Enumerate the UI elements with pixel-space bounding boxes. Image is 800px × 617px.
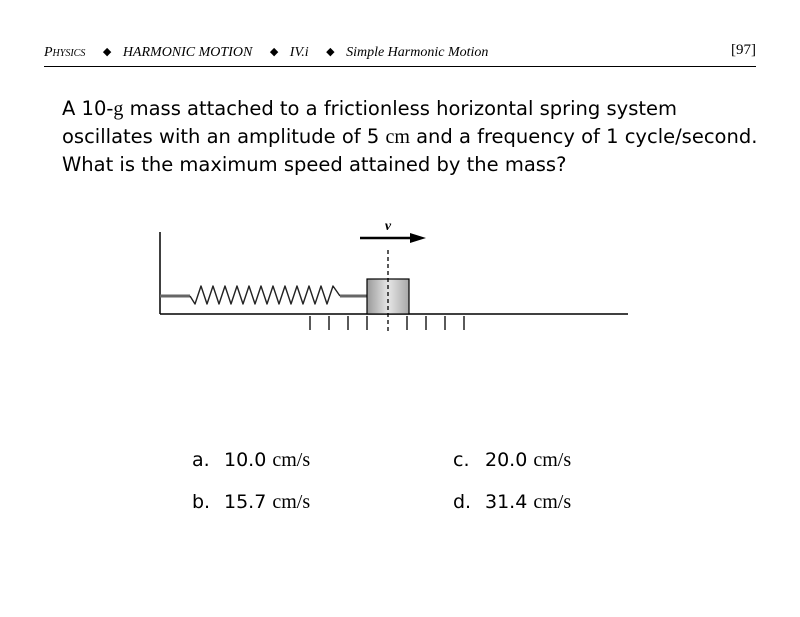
question-part-1: A 10- <box>62 97 114 120</box>
answer-unit: cm/s <box>272 449 311 471</box>
question-part-3: and a frequency of 1 cycle/second. What is the maximum speed attained by the mass? <box>62 125 758 176</box>
answer-letter: d. <box>453 491 472 513</box>
section-label: IV.i <box>289 45 309 60</box>
answer-letter: c. <box>453 449 470 471</box>
bullet-icon: ◆ <box>326 46 335 58</box>
answer-letter: b. <box>192 491 211 513</box>
header-divider <box>44 66 756 67</box>
breadcrumb <box>44 45 488 61</box>
unit-mass: g <box>113 98 124 120</box>
unit-length: cm <box>385 126 410 148</box>
answer-value: 31.4 <box>485 491 528 513</box>
topic-label: HARMONIC MOTION <box>122 45 253 60</box>
velocity-label: v <box>384 219 392 234</box>
page-number: [97] <box>731 42 756 58</box>
answer-unit: cm/s <box>533 449 572 471</box>
subject-label: Physics <box>44 45 86 60</box>
answer-value: 15.7 <box>224 491 267 513</box>
answer-unit: cm/s <box>533 491 572 513</box>
spring-mass-diagram <box>150 210 640 340</box>
answer-option-c[interactable] <box>453 449 571 491</box>
answer-column-left <box>192 449 310 533</box>
answer-value: 20.0 <box>485 449 528 471</box>
question-part-2: mass attached to a frictionless horizontal spring system oscillates with an amplitude of 5 <box>62 97 677 148</box>
answer-letter: a. <box>192 449 210 471</box>
bullet-icon: ◆ <box>102 46 112 58</box>
spring <box>190 286 340 304</box>
bullet-icon: ◆ <box>269 46 279 58</box>
answer-option-b[interactable] <box>192 491 310 533</box>
answer-option-d[interactable] <box>453 491 571 533</box>
answer-option-a[interactable] <box>192 449 310 491</box>
page-header <box>44 42 756 64</box>
answer-unit: cm/s <box>272 491 311 513</box>
answer-value: 10.0 <box>224 449 267 471</box>
subtopic-label: Simple Harmonic Motion <box>346 45 489 60</box>
answer-column-right <box>453 449 571 533</box>
position-ticks <box>310 316 464 330</box>
question-text <box>62 95 762 179</box>
velocity-arrow-head <box>410 233 426 243</box>
